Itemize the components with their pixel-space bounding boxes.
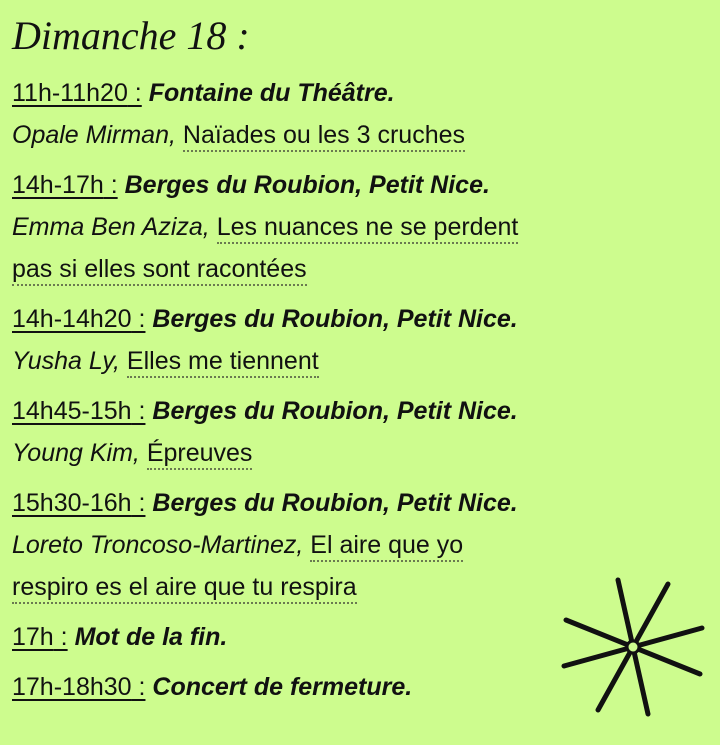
event-time-separator: : bbox=[131, 673, 146, 701]
event-item bbox=[12, 616, 612, 658]
event-work-link[interactable]: Naïades ou les 3 cruches bbox=[183, 121, 465, 152]
event-time-separator: : bbox=[53, 623, 68, 651]
event-place: Concert de fermeture. bbox=[152, 673, 413, 701]
event-item bbox=[12, 164, 612, 290]
event-time: 14h-17h bbox=[12, 171, 104, 199]
asterisk-star-icon bbox=[558, 572, 708, 722]
event-credit bbox=[12, 524, 612, 566]
event-item bbox=[12, 72, 612, 156]
event-time: 11h-11h20 bbox=[12, 79, 128, 107]
event-item bbox=[12, 482, 612, 608]
event-place: Mot de la fin. bbox=[74, 623, 228, 651]
event-credit bbox=[12, 206, 612, 248]
event-time: 14h45-15h bbox=[12, 397, 132, 425]
event-artist: Loreto Troncoso-Martinez, bbox=[12, 531, 304, 559]
event-artist: Opale Mirman, bbox=[12, 121, 176, 149]
event-credit bbox=[12, 432, 612, 474]
event-place: Berges du Roubion, Petit Nice. bbox=[152, 489, 518, 517]
event-place: Berges du Roubion, Petit Nice. bbox=[124, 171, 490, 199]
event-credit-continued bbox=[12, 566, 612, 608]
event-item bbox=[12, 298, 612, 382]
event-time-separator: : bbox=[131, 397, 146, 425]
event-time-separator: : bbox=[127, 79, 142, 107]
event-artist: Young Kim, bbox=[12, 439, 140, 467]
event-work-link[interactable]: Les nuances ne se perdent bbox=[217, 213, 519, 244]
event-artist: Emma Ben Aziza, bbox=[12, 213, 210, 241]
event-time-separator: : bbox=[131, 489, 146, 517]
event-header bbox=[12, 666, 612, 708]
event-work-link[interactable]: El aire que yo bbox=[310, 531, 463, 562]
event-work-link[interactable]: respiro es el aire que tu respira bbox=[12, 573, 357, 604]
event-header bbox=[12, 72, 612, 114]
event-artist: Yusha Ly, bbox=[12, 347, 120, 375]
event-item bbox=[12, 666, 612, 708]
event-time-separator: : bbox=[131, 305, 146, 333]
event-credit bbox=[12, 340, 612, 382]
star-center bbox=[627, 641, 639, 653]
event-header bbox=[12, 164, 612, 206]
event-header bbox=[12, 390, 612, 432]
event-place: Berges du Roubion, Petit Nice. bbox=[152, 397, 518, 425]
event-header bbox=[12, 482, 612, 524]
day-title: Dimanche 18 : bbox=[12, 13, 250, 58]
event-time: 17h-18h30 bbox=[12, 673, 132, 701]
event-time: 17h bbox=[12, 623, 54, 651]
event-place: Fontaine du Théâtre. bbox=[148, 79, 395, 107]
event-credit-continued bbox=[12, 248, 612, 290]
event-list bbox=[12, 72, 612, 716]
event-work-link[interactable]: pas si elles sont racontées bbox=[12, 255, 307, 286]
event-time: 15h30-16h bbox=[12, 489, 132, 517]
event-header bbox=[12, 298, 612, 340]
event-header bbox=[12, 616, 612, 658]
event-credit bbox=[12, 114, 612, 156]
event-item bbox=[12, 390, 612, 474]
event-work-link[interactable]: Épreuves bbox=[147, 439, 253, 470]
event-time-separator: : bbox=[103, 171, 118, 199]
event-work-link[interactable]: Elles me tiennent bbox=[127, 347, 319, 378]
event-place: Berges du Roubion, Petit Nice. bbox=[152, 305, 518, 333]
event-time: 14h-14h20 bbox=[12, 305, 132, 333]
